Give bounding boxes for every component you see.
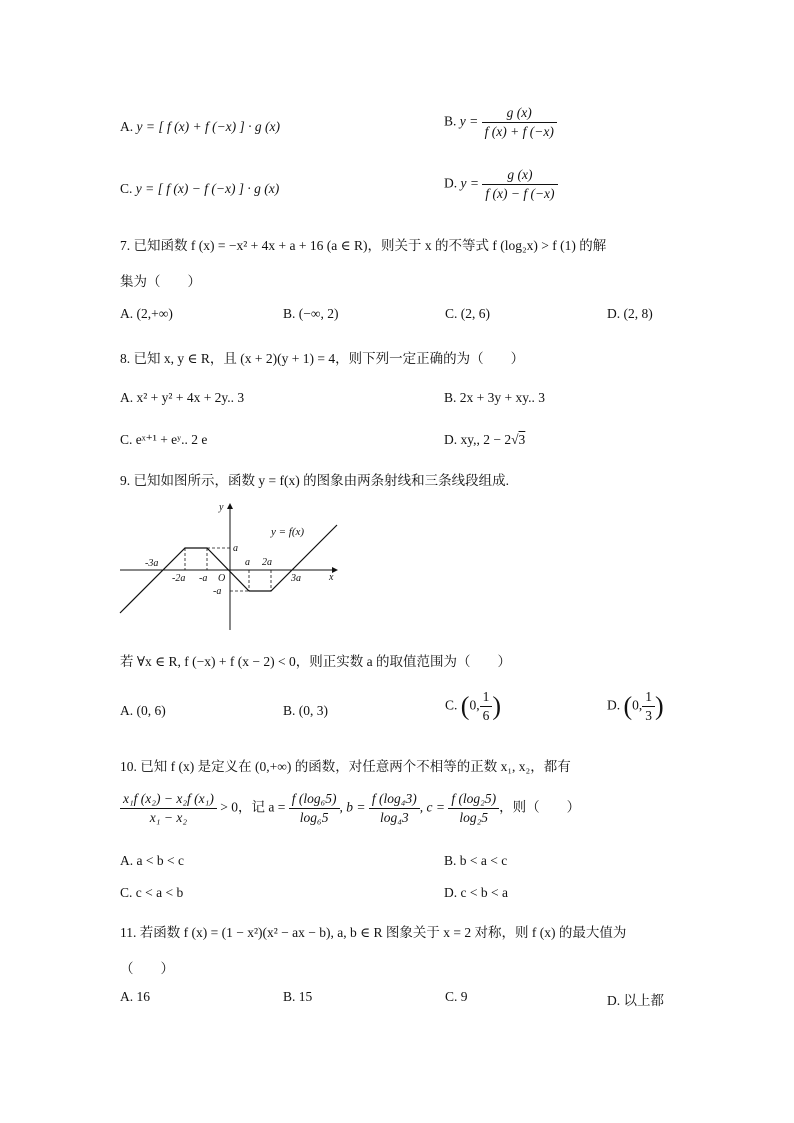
function-curve xyxy=(120,525,337,613)
q11-option-d[interactable]: D. 以上都 xyxy=(607,993,664,1008)
option-label: C. xyxy=(120,181,133,196)
paren-close: ) xyxy=(655,691,664,721)
option-label: D. xyxy=(607,697,621,713)
q8-stem: 8. 已知 x, y ∈ R，且 (x + 2)(y + 1) = 4，则下列一定正确的为（ ） xyxy=(120,351,525,366)
option-label: B. xyxy=(444,113,457,129)
numerator: 1 xyxy=(642,688,655,707)
origin-label: O xyxy=(218,573,226,584)
q11-option-a[interactable]: A. 16 xyxy=(120,989,150,1004)
q8-option-c[interactable]: C. eˣ⁺¹ + eʸ.. 2 e xyxy=(120,432,208,447)
condition-text: , b = xyxy=(339,799,366,815)
tick-label: -a xyxy=(199,573,208,584)
q8-option-a[interactable]: A. x² + y² + 4x + 2y.. 3 xyxy=(120,390,245,405)
q10-option-c[interactable]: C. c < a < b xyxy=(120,885,184,900)
denominator: log₂5 xyxy=(459,810,489,825)
q11-stem-line1: 11. 若函数 f (x) = (1 − x²)(x² − ax − b), a, b ∈ R 图象关于 x = 2 对称，则 f (x) 的最大值为 xyxy=(120,925,627,940)
option-pre: 0, xyxy=(632,697,643,713)
condition-text: , c = xyxy=(419,799,445,815)
option-expr: y = [ f (x) + f (−x) ] · g (x) xyxy=(136,119,281,134)
denominator: f (x) − f (−x) xyxy=(485,186,555,201)
option-expr: y = [ f (x) − f (−x) ] · g (x) xyxy=(135,181,280,196)
q6-option-c[interactable] xyxy=(120,181,279,197)
q9-option-d[interactable] xyxy=(607,688,664,725)
fraction xyxy=(289,790,340,827)
option-lhs: y = xyxy=(460,175,479,191)
denominator: f (x) + f (−x) xyxy=(484,124,554,139)
y-axis-label: y xyxy=(219,502,224,513)
q8-option-b[interactable]: B. 2x + 3y + xy.. 3 xyxy=(444,390,545,405)
tick-label: -a xyxy=(213,586,222,597)
q6-option-b[interactable] xyxy=(444,104,557,141)
q8-option-d[interactable] xyxy=(444,432,525,448)
q11-option-c[interactable]: C. 9 xyxy=(445,989,468,1004)
q6-option-a[interactable] xyxy=(120,119,280,135)
q7-option-d[interactable]: D. (2, 8) xyxy=(607,306,653,321)
q9-option-b[interactable]: B. (0, 3) xyxy=(283,703,328,718)
option-label: C. xyxy=(445,697,458,713)
q10-condition xyxy=(120,790,580,827)
q9-function-graph xyxy=(112,498,352,633)
q10-option-b[interactable]: B. b < a < c xyxy=(444,853,508,868)
tick-label: a xyxy=(245,557,250,568)
function-label: y = f(x) xyxy=(271,526,305,538)
q10-option-d[interactable]: D. c < b < a xyxy=(444,885,508,900)
denominator: 3 xyxy=(645,708,653,723)
numerator: f (log₆5) xyxy=(289,790,340,809)
tick-label: 2a xyxy=(262,557,272,568)
numerator: f (log₂5) xyxy=(448,790,499,809)
fraction xyxy=(482,104,557,141)
paren-open: ( xyxy=(460,691,470,721)
q9-condition: 若 ∀x ∈ R, f (−x) + f (x − 2) < 0，则正实数 a 的取值范围为（ ） xyxy=(120,654,511,669)
q9-option-c[interactable] xyxy=(445,688,501,725)
q9-option-a[interactable]: A. (0, 6) xyxy=(120,703,166,718)
q10-option-a[interactable]: A. a < b < c xyxy=(120,853,184,868)
fraction xyxy=(448,790,499,827)
q7-option-b[interactable]: B. (−∞, 2) xyxy=(283,306,339,321)
numerator: g (x) xyxy=(482,104,557,123)
option-label: A. xyxy=(120,119,134,134)
numerator: 1 xyxy=(480,688,493,707)
q7-stem-line2: 集为（ ） xyxy=(120,274,201,289)
q11-option-b[interactable]: B. 15 xyxy=(283,989,313,1004)
tick-label: 3a xyxy=(291,573,301,584)
fraction xyxy=(642,688,655,725)
q7-stem-line1: 7. 已知函数 f (x) = −x² + 4x + a + 16 (a ∈ R)，则关于 x 的不等式 f (log₂x) > f (1) 的解 xyxy=(120,238,607,253)
q9-stem: 9. 已知如图所示，函数 y = f(x) 的图象由两条射线和三条线段组成. xyxy=(120,473,509,488)
q6-option-d[interactable] xyxy=(444,166,558,203)
fraction xyxy=(120,790,217,827)
tick-label: -3a xyxy=(145,558,159,569)
option-label: D. xyxy=(444,175,458,191)
numerator: f (log₄3) xyxy=(369,790,420,809)
denominator: log₄3 xyxy=(379,810,409,825)
paren-close: ) xyxy=(492,691,501,721)
x-axis-label: x xyxy=(329,572,334,583)
paren-open: ( xyxy=(623,691,633,721)
option-text: D. xy,, 2 − 2 xyxy=(444,432,512,447)
fraction xyxy=(369,790,420,827)
fraction xyxy=(480,688,493,725)
numerator: x₁f (x₂) − x₂f (x₁) xyxy=(120,790,217,809)
tick-label: -2a xyxy=(172,573,186,584)
denominator: 6 xyxy=(482,708,490,723)
fraction xyxy=(482,166,557,203)
sqrt-sign: √ xyxy=(511,432,519,447)
q10-stem: 10. 已知 f (x) 是定义在 (0,+∞) 的函数，对任意两个不相等的正数 x₁, x₂，都有 xyxy=(120,759,571,774)
option-lhs: y = xyxy=(459,113,479,129)
condition-text: > 0，记 a = xyxy=(220,799,286,815)
tick-label: a xyxy=(233,543,238,554)
denominator: x₁ − x₂ xyxy=(149,810,188,825)
q7-option-a[interactable]: A. (2,+∞) xyxy=(120,306,173,321)
q11-stem-line2: （ ） xyxy=(120,961,174,976)
denominator: log₆5 xyxy=(299,810,329,825)
option-pre: 0, xyxy=(469,697,480,713)
sqrt-radicand: 3 xyxy=(518,432,526,447)
condition-text: ，则（ ） xyxy=(499,799,581,815)
q7-option-c[interactable]: C. (2, 6) xyxy=(445,306,490,321)
numerator: g (x) xyxy=(482,166,557,185)
